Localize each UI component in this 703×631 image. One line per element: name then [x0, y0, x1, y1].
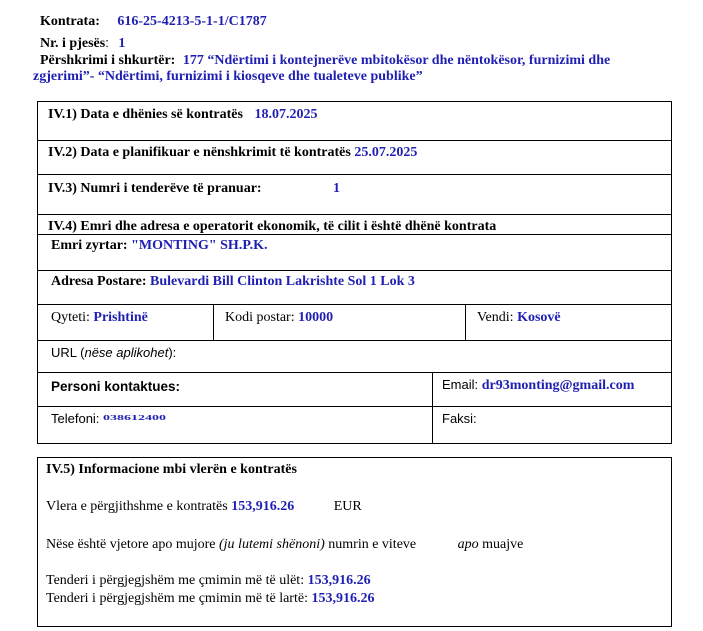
lowest-price-label: Tenderi i përgjegjshëm me çmimin më të ulët: [46, 573, 305, 588]
highest-price-row [46, 591, 374, 607]
country-cell [477, 310, 561, 326]
url-row: URL (nëse aplikohet): [51, 345, 177, 360]
country-label: Vendi: [477, 310, 514, 325]
total-value: 153,916.26 [231, 499, 295, 514]
phone-value: 038612400 [103, 414, 167, 423]
postal-label: Kodi postar: [225, 310, 295, 325]
contract-label: Kontrata: [40, 14, 100, 29]
annual-note: (ju lutemi shënoni) [219, 537, 325, 552]
email-value: dr93monting@gmail.com [481, 378, 635, 393]
currency: EUR [333, 499, 362, 514]
phone-cell [51, 411, 166, 428]
email-label: Email: [442, 377, 479, 392]
contact-label: Personi kontaktues: [51, 379, 181, 394]
official-name-row: Emri zyrtar: "MONTING" SH.P.K. [51, 238, 268, 253]
lowest-price-row [46, 573, 371, 589]
city-value: Prishtinë [93, 310, 148, 325]
official-name-value: "MONTING" SH.P.K. [131, 238, 268, 253]
email-cell [442, 377, 634, 394]
url-note: nëse aplikohet [84, 345, 169, 360]
signing-date-row [48, 145, 417, 161]
total-value-row [46, 499, 362, 515]
address-label: Adresa Postare [51, 274, 142, 289]
address-row: Adresa Postare: Bulevardi Bill Clinton Lakrishte Sol 1 Lok 3 [51, 274, 415, 289]
official-name-label: Emri zyrtar [51, 238, 123, 253]
award-date-row [48, 107, 317, 123]
highest-price-value: 153,916.26 [311, 591, 375, 606]
value-heading: IV.5) Informacione mbi vlerën e kontratës [46, 462, 297, 477]
phone-label: Telefoni: [51, 411, 100, 426]
postal-value: 10000 [298, 310, 334, 325]
description-line2: zgjerimi”- “Ndërtimi, furnizimi i kiosqeve dhe tualeteve publike” [33, 69, 423, 84]
postal-cell [225, 310, 333, 326]
total-value-label: Vlera e përgjithshme e kontratës [46, 499, 228, 514]
part-value: 1 [118, 36, 126, 51]
contract-value: 616-25-4213-5-1-1/C1787 [117, 14, 267, 29]
contract-row [40, 14, 267, 30]
description-row [40, 53, 610, 69]
tenders-count-label: IV.3) Numri i tenderëve të pranuar: [48, 181, 262, 196]
lowest-price-value: 153,916.26 [307, 573, 371, 588]
description-label: Përshkrimi i shkurtër: [40, 53, 176, 68]
tenders-count-value: 1 [333, 181, 340, 196]
annual-row: Nëse është vjetore apo mujore (ju lutemi shënoni) numrin e viteve apo muajve [46, 537, 524, 552]
city-label: Qyteti: [51, 310, 90, 325]
signing-date-label: IV.2) Data e planifikuar e nënshkrimit të kontratës [48, 145, 351, 160]
fax-label: Faksi: [442, 411, 477, 426]
address-value: Bulevardi Bill Clinton Lakrishte Sol 1 Lok 3 [150, 274, 415, 289]
part-label: Nr. i pjesës [40, 36, 106, 51]
signing-date-value: 25.07.2025 [354, 145, 418, 160]
award-date-label: IV.1) Data e dhënies së kontratës [48, 107, 243, 122]
operator-heading: IV.4) Emri dhe adresa e operatorit ekonomik, të cilit i është dhënë kontrata [48, 219, 497, 234]
description-line1: 177 “Ndërtimi i kontejnerëve mbitokësor dhe nëntokësor, furnizimi dhe [182, 53, 611, 68]
award-date-value: 18.07.2025 [254, 107, 318, 122]
highest-price-label: Tenderi i përgjegjshëm me çmimin më të lartë: [46, 591, 308, 606]
part-row: Nr. i pjesës: 1 [40, 35, 126, 51]
country-value: Kosovë [517, 310, 561, 325]
city-cell [51, 310, 148, 326]
